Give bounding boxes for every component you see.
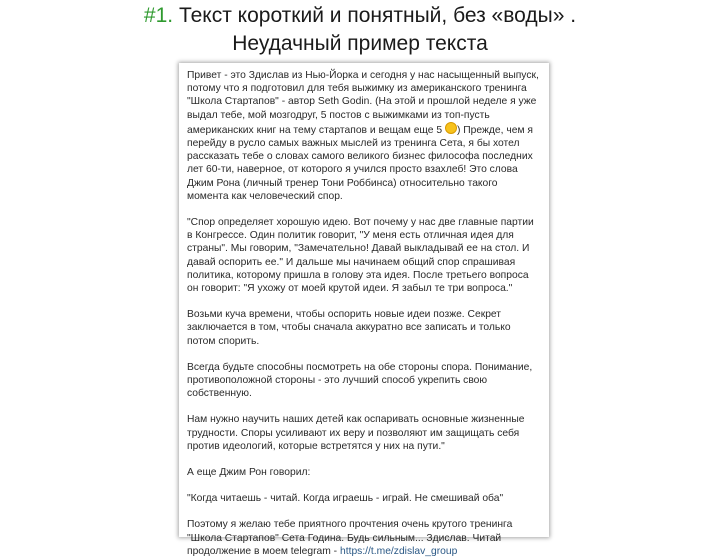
- post-paragraph-6: А еще Джим Рон говорил:: [187, 467, 311, 479]
- slide-heading: Текст короткий и понятный, без «воды» .: [178, 4, 577, 27]
- telegram-link[interactable]: https://t.me/zdislav_group: [340, 545, 458, 557]
- slide-number: #1.: [143, 4, 174, 27]
- post-paragraph-8: [187, 518, 539, 558]
- post-paragraph-4: Всегда будьте способны посмотреть на обе стороны спора. Понимание, противоположной стороны - это лучший способ укрепить свою собственную.: [187, 361, 533, 400]
- slide-title-line-1: [0, 2, 720, 30]
- smile-emoji-icon: [445, 122, 457, 134]
- post-paragraph-5: Нам нужно научить наших детей как оспаривать основные жизненные трудности. Споры усиливают их веру и позволяют им защищать себя против идеологий, которые встретятся у них на пути.": [187, 414, 525, 452]
- post-screenshot: [179, 63, 549, 557]
- post-paragraph-8-text: Поэтому я желаю тебе приятного прочтения очень крутого тренинга "Школа Стартапов" Сета Година. Будь сильным... Здислав. Читай продолжение в моем telegram -: [187, 519, 513, 557]
- post-paragraph-3: Возьми куча времени, чтобы оспорить новые идеи позже. Секрет заключается в том, чтобы сначала аккуратно все записать и только потом спорить.: [187, 309, 511, 347]
- post-paragraph-1-part-b: ) Прежде, чем я перейду в русло самых важных мыслей из тренинга Сета, я бы хотел рассказать тебе о словах самого великого бизнес философа последних лет 60-ти, наверное, от которого я учился просто взахлеб! Это слова Джим Рона (личный тренер Тони Роббинса) относительно такого момента как человеческий спор.: [187, 124, 533, 202]
- slide-subheading: Неудачный пример текста: [232, 32, 488, 55]
- post-paragraph-1: [187, 69, 539, 203]
- post-paragraph-1-part-a: Привет - это Здислав из Нью-Йорка и сегодня у нас насыщенный выпуск, потому что я подготовил для тебя выжимку из американского тренинга "Школа Стартапов" - автор Seth Godin. (На этой и прошлой неделе я уже выдал тебе, мой мозгодруг, 5 постов с выжимками из топ-пусть американских книг на тему стартапов и вещам еще 5: [187, 70, 539, 136]
- post-paragraph-2: "Спор определяет хорошую идею. Вот почему у нас две главные партии в Конгрессе. Один политик говорит, "У меня есть отличная идея для страны". Мы говорим, "Замечательно! Давай выкладывай ее на стол. И давай оспорить ее." И дальше мы начинаем общий спор спрашивая политика, которому пришла в голову эта идея. После третьего вопроса он говорит: "Я ухожу от моей крутой идеи. Я забыл те три вопроса.": [187, 217, 534, 295]
- post-paragraph-7: "Когда читаешь - читай. Когда играешь - играй. Не смешивай оба": [187, 493, 504, 505]
- post-body: [179, 63, 549, 558]
- slide-title: [0, 2, 720, 58]
